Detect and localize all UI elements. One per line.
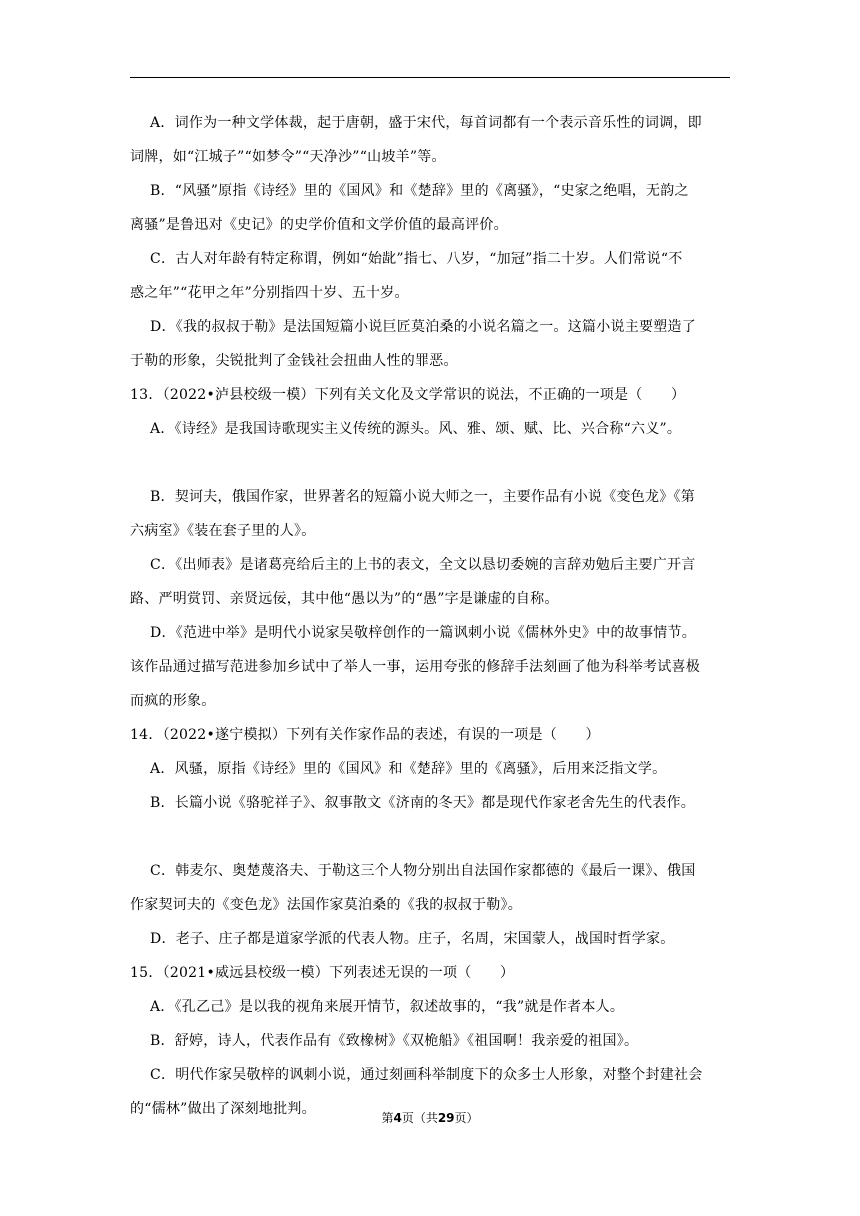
footer-prefix: 第 [381,1111,394,1125]
text-line: B．“风骚”原指《诗经》里的《国风》和《楚辞》里的《离骚》，“史家之绝唱，无韵之 [150,183,689,199]
text-line: 路、严明赏罚、亲贤远佞，其中他“愚以为”的“愚”字是谦虚的自称。 [130,591,559,607]
footer-total-pages: 29 [437,1111,455,1125]
text-line: A．风骚，原指《诗经》里的《国风》和《楚辞》里的《离骚》，后用来泛指文学。 [150,761,667,777]
document-body [130,106,730,1126]
footer-suffix: 页） [454,1111,479,1125]
text-line: A．词作为一种文学体裁，起于唐朝，盛于宋代，每首词都有一个表示音乐性的词调，即 [150,115,702,131]
text-line: A．《诗经》是我国诗歌现实主义传统的源头。风、雅、颂、赋、比、兴合称“六义”。 [150,421,682,437]
text-line: B．长篇小说《骆驼祥子》、叙事散文《济南的冬天》都是现代作家老舍先生的代表作。 [150,795,696,811]
text-line: A．《孔乙己》是以我的视角来展开情节，叙述故事的，“我”就是作者本人。 [150,999,625,1015]
text-line: C．韩麦尔、奥楚蔑洛夫、于勒这三个人物分别出自法国作家都德的《最后一课》、俄国 [150,863,696,879]
text-line: 该作品通过描写范进参加乡试中了举人一事，运用夸张的修辞手法刻画了他为科举考试喜极 [130,659,700,675]
text-line: C．《出师表》是诸葛亮给后主的上书的表文，全文以恳切委婉的言辞劝勉后主要广开言 [150,557,696,573]
blank-line [130,820,730,854]
text-line: 词牌，如“江城子”“如梦令”“天净沙”“山坡羊”等。 [130,149,446,165]
footer-page-number: 4 [393,1111,402,1125]
text-line: D．老子、庄子都是道家学派的代表人物。庄子，名周，宋国蒙人，战国时哲学家。 [150,931,675,947]
text-line: 惑之年”“花甲之年”分别指四十岁、五十岁。 [130,285,409,301]
footer-middle: 页（共 [401,1111,438,1125]
text-line: 作家契诃夫的《变色龙》法国作家莫泊桑的《我的叔叔于勒》。 [130,897,522,913]
text-line: 13．（2022•泸县校级一模）下列有关文化及文学常识的说法，不正确的一项是（ ） [130,387,686,403]
text-line: 的“儒林”做出了深刻地批判。 [130,1101,316,1117]
text-line: B．舒婷，诗人，代表作品有《致橡树》《双桅船》《祖国啊！我亲爱的祖国》。 [150,1033,639,1049]
text-line: 离骚”是鲁迅对《史记》的史学价值和文学价值的最高评价。 [130,217,508,233]
text-line: 而疯的形象。 [130,693,216,709]
text-line: C．古人对年龄有特定称谓，例如“始龀”指七、八岁，“加冠”指二十岁。人们常说“不 [150,251,683,267]
text-line: C．明代作家吴敬梓的讽刺小说，通过刻画科举制度下的众多士人形象，对整个封建社会 [150,1067,703,1083]
text-line: 15．（2021•威远县校级一模）下列表述无误的一项（ ） [130,965,515,981]
text-line: D．《我的叔叔于勒》是法国短篇小说巨匠莫泊桑的小说名篇之一。这篇小说主要塑造了 [150,319,696,335]
page-footer [0,1110,860,1126]
text-line: B．契诃夫，俄国作家，世界著名的短篇小说大师之一，主要作品有小说《变色龙》《第 [150,489,696,505]
header-rule [130,77,730,78]
blank-line [130,446,730,480]
text-line: 于勒的形象，尖锐批判了金钱社会扭曲人性的罪恶。 [130,353,458,369]
text-line: 14．（2022•遂宁模拟）下列有关作家作品的表述，有误的一项是（ ） [130,727,600,743]
text-line: 六病室》《装在套子里的人》。 [130,523,316,539]
text-line: D．《范进中举》是明代小说家吴敬梓创作的一篇讽刺小说《儒林外史》中的故事情节。 [150,625,696,641]
